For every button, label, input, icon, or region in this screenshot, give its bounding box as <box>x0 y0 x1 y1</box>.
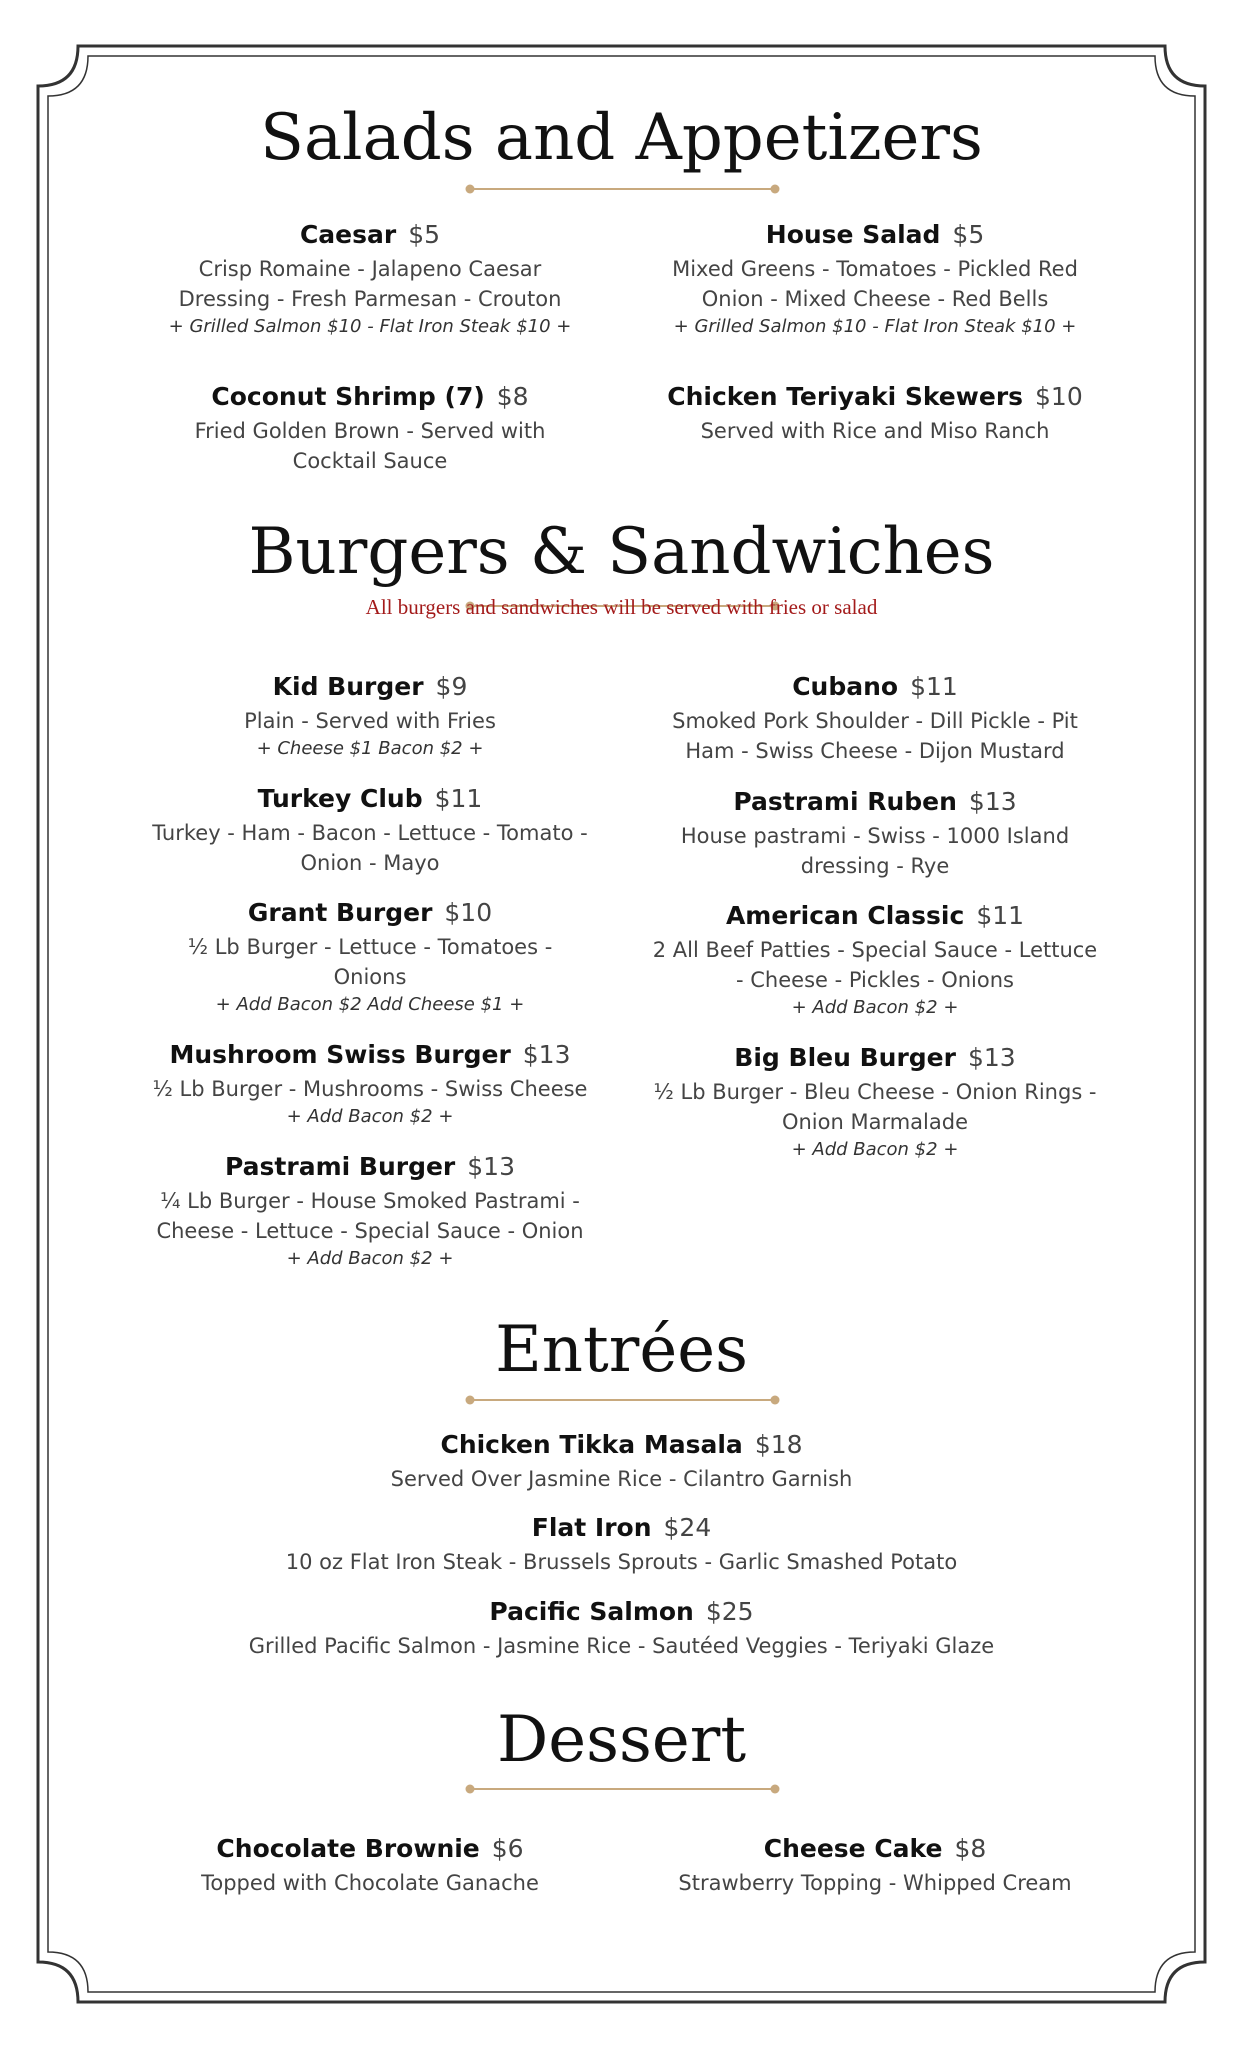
item-addons: + Add Bacon $2 + <box>791 1139 959 1160</box>
item-description: Served Over Jasmine Rice - Cilantro Garnish <box>390 1467 853 1491</box>
menu-item <box>150 218 590 340</box>
item-description: Served with Rice and Miso Ranch <box>700 419 1050 443</box>
menu-item <box>650 899 1100 1021</box>
item-addons: + Add Bacon $2 Add Cheese $1 + <box>215 994 525 1015</box>
menu-item <box>650 1832 1100 1898</box>
item-addons: + Grilled Salmon $10 - Flat Iron Steak $10 + <box>168 316 572 337</box>
menu-item <box>650 218 1100 340</box>
item-description: ½ Lb Burger - Bleu Cheese - Onion Rings - Onion Marmalade <box>653 1080 1097 1134</box>
item-price: $11 <box>976 901 1025 930</box>
item-description: ¼ Lb Burger - House Smoked Pastrami - Cheese - Lettuce - Special Sauce - Onion <box>156 1189 584 1243</box>
item-name: Cubano <box>792 672 899 701</box>
item-price: $25 <box>705 1597 754 1626</box>
section-note: All burgers and sandwiches will be served with fries or salad <box>365 595 878 619</box>
item-addons: + Grilled Salmon $10 - Flat Iron Steak $10 + <box>673 316 1077 337</box>
menu-item <box>150 670 590 762</box>
item-name: Big Bleu Burger <box>734 1043 956 1072</box>
menu-item <box>650 670 1100 766</box>
item-name: Chicken Tikka Masala <box>440 1430 743 1459</box>
item-name: American Classic <box>725 901 965 930</box>
item-description: 2 All Beef Patties - Special Sauce - Lettuce - Cheese - Pickles - Onions <box>652 938 1098 992</box>
item-price: $18 <box>754 1430 803 1459</box>
item-description: Fried Golden Brown - Served with Cocktail Sauce <box>194 419 546 473</box>
section-divider <box>465 184 780 194</box>
item-name: Pastrami Burger <box>225 1152 456 1181</box>
menu-item <box>650 785 1100 881</box>
item-name: Caesar <box>299 220 397 249</box>
item-price: $8 <box>954 1834 987 1863</box>
item-price: $9 <box>435 672 468 701</box>
item-name: Mushroom Swiss Burger <box>169 1040 511 1069</box>
item-description: House pastrami - Swiss - 1000 Island dressing - Rye <box>680 824 1070 878</box>
item-addons: + Add Bacon $2 + <box>286 1248 454 1269</box>
section-divider <box>465 1395 780 1405</box>
item-description: Smoked Pork Shoulder - Dill Pickle - Pit Ham - Swiss Cheese - Dijon Mustard <box>672 709 1078 763</box>
item-description: Plain - Served with Fries <box>244 709 496 733</box>
item-name: Turkey Club <box>257 784 423 813</box>
item-name: Grant Burger <box>247 898 433 927</box>
item-price: $13 <box>467 1152 515 1181</box>
item-name: Kid Burger <box>272 672 424 701</box>
item-name: Pastrami Ruben <box>733 787 957 816</box>
item-description: Topped with Chocolate Ganache <box>201 1871 539 1895</box>
item-price: $11 <box>910 672 958 701</box>
item-description: Strawberry Topping - Whipped Cream <box>678 1871 1072 1895</box>
section-title-burgers: Burgers & Sandwiches <box>248 515 995 589</box>
menu-item <box>650 1041 1100 1163</box>
item-price: $6 <box>491 1834 524 1863</box>
item-description: ½ Lb Burger - Mushrooms - Swiss Cheese <box>152 1077 588 1101</box>
section-title-dessert: Dessert <box>496 1703 747 1777</box>
item-name: House Salad <box>765 220 941 249</box>
item-addons: + Add Bacon $2 + <box>791 997 959 1018</box>
menu-item <box>150 380 590 476</box>
section-divider <box>465 1784 780 1794</box>
item-name: Chocolate Brownie <box>216 1834 480 1863</box>
item-description: Mixed Greens - Tomatoes - Pickled Red Onion - Mixed Cheese - Red Bells <box>672 257 1078 311</box>
item-price: $5 <box>952 220 985 249</box>
menu-item <box>100 1511 1143 1577</box>
item-name: Chicken Teriyaki Skewers <box>667 382 1024 411</box>
menu-item <box>100 1428 1143 1494</box>
item-price: $24 <box>663 1513 712 1542</box>
item-addons: + Cheese $1 Bacon $2 + <box>256 738 484 759</box>
item-price: $8 <box>496 382 529 411</box>
menu-item <box>150 1038 590 1130</box>
item-description: Grilled Pacific Salmon - Jasmine Rice - Sautéed Veggies - Teriyaki Glaze <box>248 1634 995 1658</box>
menu-item <box>100 1595 1143 1661</box>
menu-item <box>650 380 1100 446</box>
section-title-entrees: Entrées <box>495 1313 748 1387</box>
item-description: ½ Lb Burger - Lettuce - Tomatoes - Onions <box>187 935 553 989</box>
item-price: $10 <box>1035 382 1083 411</box>
item-name: Cheese Cake <box>763 1834 943 1863</box>
item-name: Flat Iron <box>531 1513 652 1542</box>
item-description: 10 oz Flat Iron Steak - Brussels Sprouts - Garlic Smashed Potato <box>285 1550 958 1574</box>
item-name: Pacific Salmon <box>489 1597 694 1626</box>
item-name: Coconut Shrimp (7) <box>211 382 485 411</box>
section-title-salads: Salads and Appetizers <box>260 101 983 175</box>
menu-item <box>150 896 590 1018</box>
item-description: Crisp Romaine - Jalapeno Caesar Dressing - Fresh Parmesan - Crouton <box>178 257 562 311</box>
menu-item <box>150 1832 590 1898</box>
item-addons: + Add Bacon $2 + <box>286 1106 454 1127</box>
menu-item <box>150 1150 590 1272</box>
item-price: $13 <box>967 1043 1016 1072</box>
item-price: $11 <box>434 784 483 813</box>
item-price: $13 <box>522 1040 571 1069</box>
item-price: $10 <box>444 898 493 927</box>
item-price: $13 <box>968 787 1017 816</box>
item-price: $5 <box>408 220 441 249</box>
menu-item <box>150 782 590 878</box>
item-description: Turkey - Ham - Bacon - Lettuce - Tomato - Onion - Mayo <box>152 821 588 875</box>
